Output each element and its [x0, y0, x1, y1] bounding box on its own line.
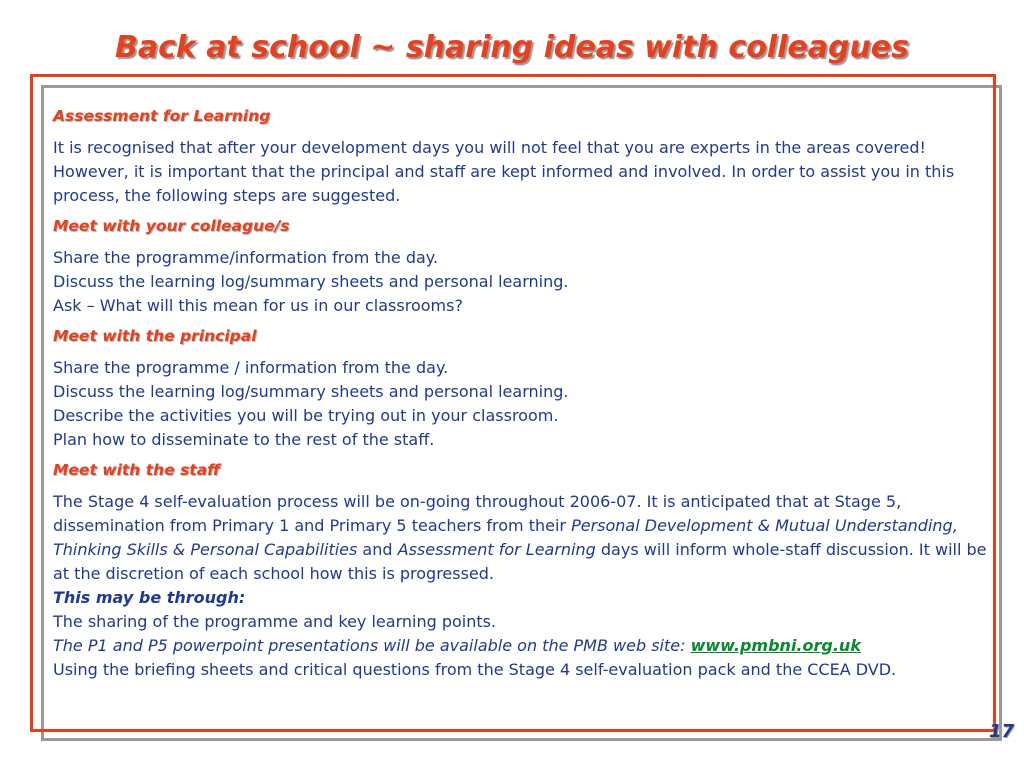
staff-text: The Stage 4 self-evaluation process will be on-going throughout 2006-07. It is anticipated that at Stage 5, dissemination from Primary 1 and Primary 5 teachers from their: [53, 492, 902, 535]
staff-paragraph: [53, 490, 993, 586]
staff-text: days will inform whole-staff discussion. It will be at the discretion of each school how this is progressed.: [53, 540, 987, 583]
staff-text-italic: Assessment for Learning: [397, 540, 596, 559]
principal-line: Plan how to disseminate to the rest of the staff.: [53, 430, 435, 449]
pmb-website-link[interactable]: www.pmbni.org.uk: [690, 636, 861, 655]
principal-line: Share the programme / information from the day.: [53, 358, 449, 377]
colleagues-list: [53, 246, 993, 318]
option-line: The sharing of the programme and key learning points.: [53, 612, 497, 631]
colleagues-line: Ask – What will this mean for us in our classrooms?: [53, 296, 463, 315]
staff-text-italic: Personal Development & Mutual Understanding, Thinking Skills & Personal Capabilities: [53, 516, 958, 559]
heading-meet-colleagues: Meet with your colleague/s: [53, 217, 290, 235]
heading-meet-principal: Meet with the principal: [53, 327, 257, 345]
option-text-italic: The P1 and P5 powerpoint presentations will be available on the PMB web site:: [53, 636, 691, 655]
page-number: 17: [988, 721, 1014, 742]
heading-meet-staff: Meet with the staff: [53, 461, 221, 479]
slide-title: Back at school ~ sharing ideas with colleagues: [114, 30, 910, 65]
colleagues-line: Discuss the learning log/summary sheets and personal learning.: [53, 272, 569, 291]
slide-content: [53, 104, 993, 682]
principal-list: [53, 356, 993, 452]
heading-assessment-for-learning: Assessment for Learning: [53, 107, 271, 125]
afl-paragraph: It is recognised that after your development days you will not feel that you are experts in the areas covered! However, it is important that the principal and staff are kept informed and involved. In order to assist you in this process, the following steps are suggested.: [53, 138, 955, 205]
option-line-with-link: [53, 634, 993, 658]
option-line: Using the briefing sheets and critical questions from the Stage 4 self-evaluation pack and the CCEA DVD.: [53, 660, 897, 679]
principal-line: Discuss the learning log/summary sheets and personal learning.: [53, 382, 569, 401]
principal-line: Describe the activities you will be trying out in your classroom.: [53, 406, 559, 425]
staff-options: [53, 586, 993, 682]
through-label: This may be through:: [53, 588, 246, 607]
staff-text: and: [357, 540, 398, 559]
colleagues-line: Share the programme/information from the day.: [53, 248, 439, 267]
